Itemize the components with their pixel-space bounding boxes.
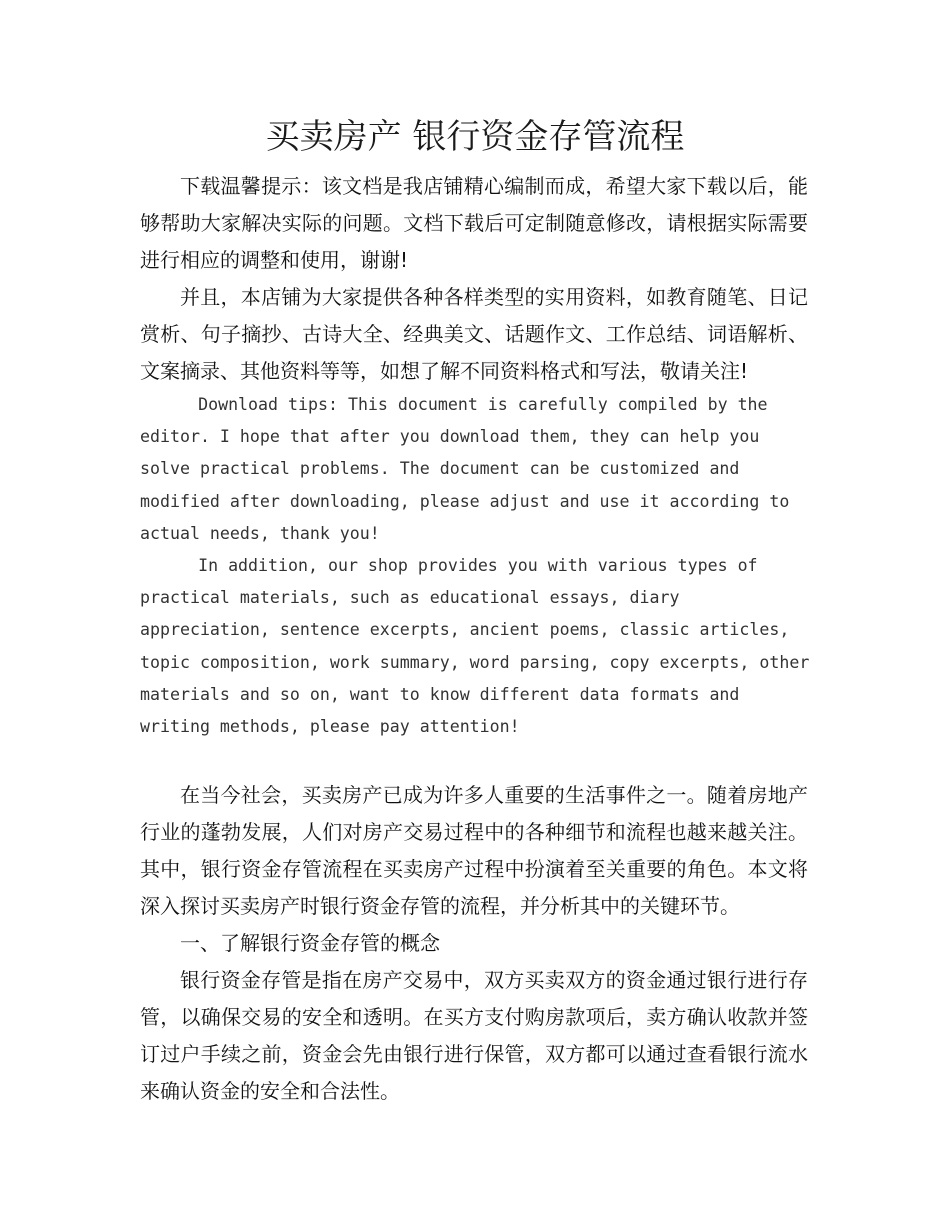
section-1-heading: 一、了解银行资金存管的概念 bbox=[180, 931, 440, 955]
resource-tip-en-paragraph: In addition, our shop provides you with various types of practical materials, such as educational essays, diary appreciation, sentence excerpts, ancient poems, classic articles, topic composition, work summary, word parsing, copy excerpts, other materials and so on, want to know different data formats and writing methods, please pay attention! bbox=[140, 556, 810, 737]
page-title: 买卖房产 银行资金存管流程 bbox=[265, 117, 685, 157]
download-tip-en-paragraph: Download tips: This document is carefully compiled by the editor. I hope that after you download them, they can help you solve practical problems. The document can be customized and modified after downloading, please adjust and use it according to actual needs, thank you! bbox=[140, 395, 790, 543]
download-tip-cn-paragraph: 下载温馨提示：该文档是我店铺精心编制而成，希望大家下载以后，能够帮助大家解决实际的问题。文档下载后可定制随意修改，请根据实际需要进行相应的调整和使用，谢谢! bbox=[140, 174, 808, 272]
resource-tip-cn-paragraph: 并且，本店铺为大家提供各种各样类型的实用资料，如教育随笔、日记赏析、句子摘抄、古诗大全、经典美文、话题作文、工作总结、词语解析、文案摘录、其他资料等等，如想了解不同资料格式和写法，敬请关注! bbox=[140, 285, 808, 383]
intro-paragraph: 在当今社会，买卖房产已成为许多人重要的生活事件之一。随着房地产行业的蓬勃发展，人们对房产交易过程中的各种细节和流程也越来越关注。其中，银行资金存管流程在买卖房产过程中扮演着至关重要的角色。本文将深入探讨买卖房产时银行资金存管的流程，并分析其中的关键环节。 bbox=[140, 783, 808, 918]
section-1-body: 银行资金存管是指在房产交易中，双方买卖双方的资金通过银行进行存管，以确保交易的安全和透明。在买方支付购房款项后，卖方确认收款并签订过户手续之前，资金会先由银行进行保管，双方都可以通过查看银行流水来确认资金的安全和合法性。 bbox=[140, 968, 808, 1103]
